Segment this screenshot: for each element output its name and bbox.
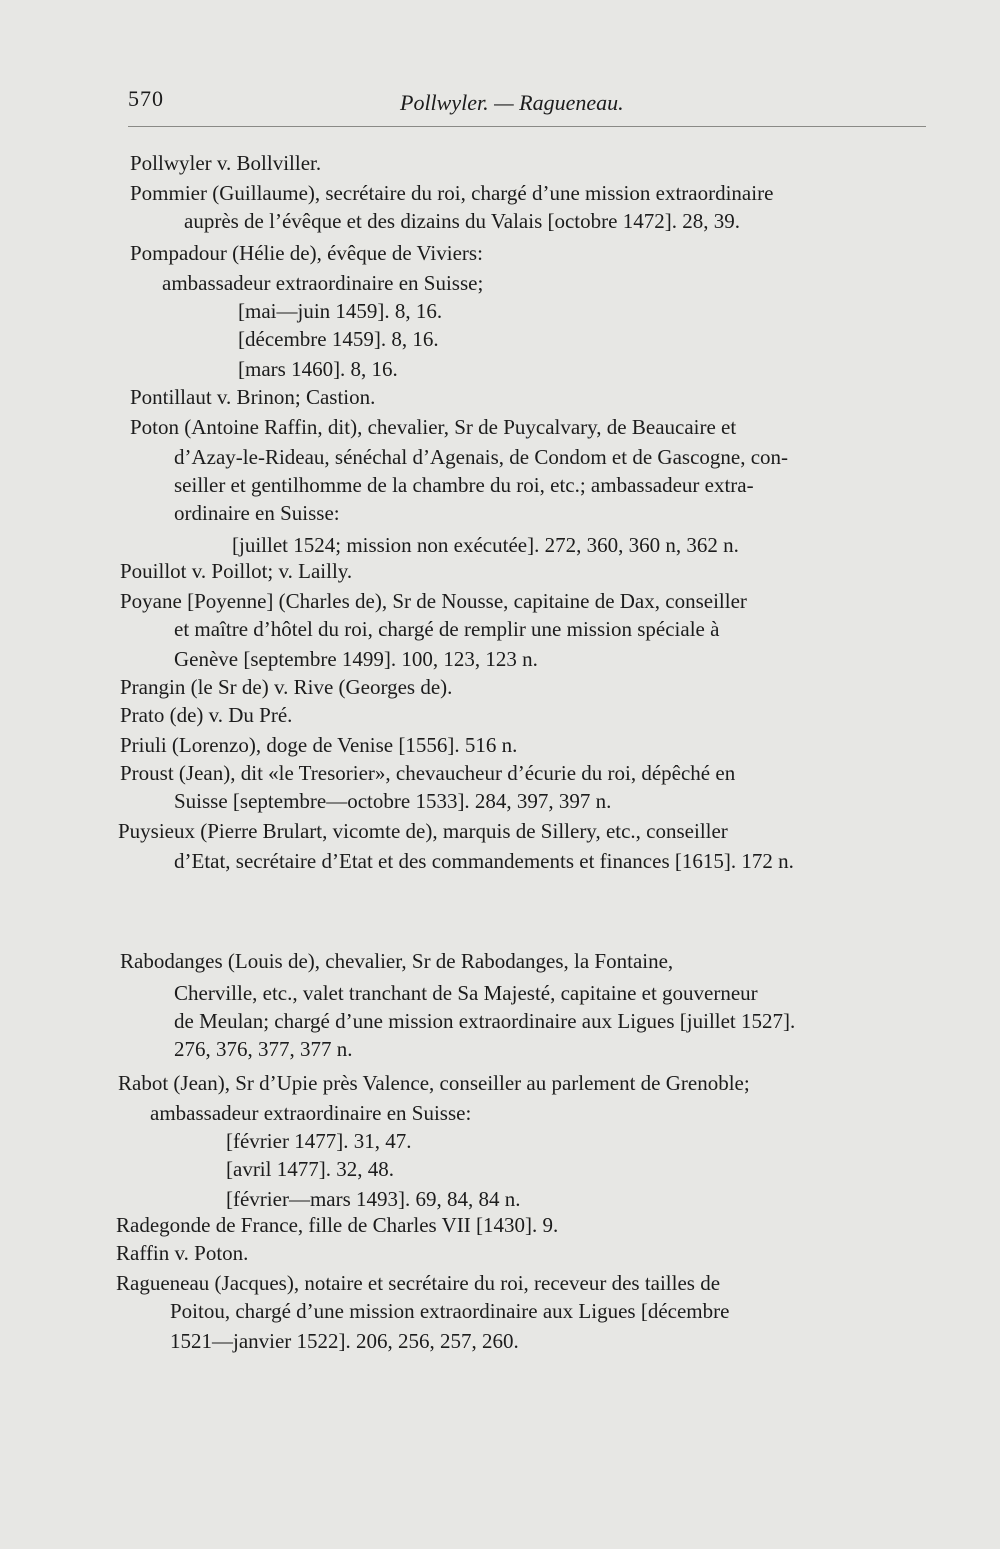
index-line: [décembre 1459]. 8, 16.	[238, 327, 439, 351]
index-line: Radegonde de France, fille de Charles VII [1430]. 9.	[116, 1213, 559, 1237]
index-line: Suisse [septembre—octobre 1533]. 284, 397, 397 n.	[174, 789, 612, 813]
index-line: Puysieux (Pierre Brulart, vicomte de), marquis de Sillery, etc., conseiller	[118, 819, 728, 843]
page-number: 570	[128, 86, 164, 111]
index-line: seiller et gentilhomme de la chambre du roi, etc.; ambassadeur extra-	[174, 473, 754, 497]
index-line: Raffin v. Poton.	[116, 1241, 249, 1265]
index-line: Proust (Jean), dit «le Tresorier», chevaucheur d’écurie du roi, dépêché en	[120, 761, 736, 785]
index-line: ambassadeur extraordinaire en Suisse;	[162, 271, 484, 295]
index-line: Rabot (Jean), Sr d’Upie près Valence, conseiller au parlement de Grenoble;	[118, 1071, 750, 1095]
index-line: Rabodanges (Louis de), chevalier, Sr de Rabodanges, la Fontaine,	[120, 949, 674, 973]
index-line: 1521—janvier 1522]. 206, 256, 257, 260.	[170, 1329, 519, 1353]
index-line: [mars 1460]. 8, 16.	[238, 357, 398, 381]
index-line: [mai—juin 1459]. 8, 16.	[238, 299, 443, 323]
index-line: [février—mars 1493]. 69, 84, 84 n.	[226, 1187, 521, 1211]
index-line: Prangin (le Sr de) v. Rive (Georges de).	[120, 675, 453, 699]
index-line: d’Etat, secrétaire d’Etat et des commandements et finances [1615]. 172 n.	[174, 849, 794, 873]
index-line: Pontillaut v. Brinon; Castion.	[130, 385, 376, 409]
index-line: et maître d’hôtel du roi, chargé de remplir une mission spéciale à	[174, 617, 720, 641]
index-line: Poyane [Poyenne] (Charles de), Sr de Nousse, capitaine de Dax, conseiller	[120, 589, 747, 613]
index-line: Pollwyler v. Bollviller.	[130, 151, 322, 175]
index-line: auprès de l’évêque et des dizains du Valais [octobre 1472]. 28, 39.	[184, 209, 740, 233]
index-line: [juillet 1524; mission non exécutée]. 272, 360, 360 n, 362 n.	[232, 533, 739, 557]
index-line: [février 1477]. 31, 47.	[226, 1129, 412, 1153]
index-line: Genève [septembre 1499]. 100, 123, 123 n.	[174, 647, 538, 671]
index-line: Pouillot v. Poillot; v. Lailly.	[120, 559, 353, 583]
index-line: d’Azay-le-Rideau, sénéchal d’Agenais, de Condom et de Gascogne, con-	[174, 445, 789, 469]
index-line: ambassadeur extraordinaire en Suisse:	[150, 1101, 472, 1125]
index-line: Poitou, chargé d’une mission extraordinaire aux Ligues [décembre	[170, 1299, 730, 1323]
index-line: Pompadour (Hélie de), évêque de Viviers:	[130, 241, 483, 265]
index-line: 276, 376, 377, 377 n.	[174, 1037, 353, 1061]
index-line: ordinaire en Suisse:	[174, 501, 340, 525]
running-head: Pollwyler. — Ragueneau.	[400, 90, 624, 115]
index-line: Ragueneau (Jacques), notaire et secrétaire du roi, receveur des tailles de	[116, 1271, 721, 1295]
index-line: Poton (Antoine Raffin, dit), chevalier, Sr de Puycalvary, de Beaucaire et	[130, 415, 737, 439]
index-line: Prato (de) v. Du Pré.	[120, 703, 293, 727]
index-line: Pommier (Guillaume), secrétaire du roi, chargé d’une mission extraordinaire	[130, 181, 774, 205]
index-line: de Meulan; chargé d’une mission extraordinaire aux Ligues [juillet 1527].	[174, 1009, 796, 1033]
index-line: Priuli (Lorenzo), doge de Venise [1556]. 516 n.	[120, 733, 518, 757]
index-line: Cherville, etc., valet tranchant de Sa Majesté, capitaine et gouverneur	[174, 981, 758, 1005]
index-line: [avril 1477]. 32, 48.	[226, 1157, 394, 1181]
